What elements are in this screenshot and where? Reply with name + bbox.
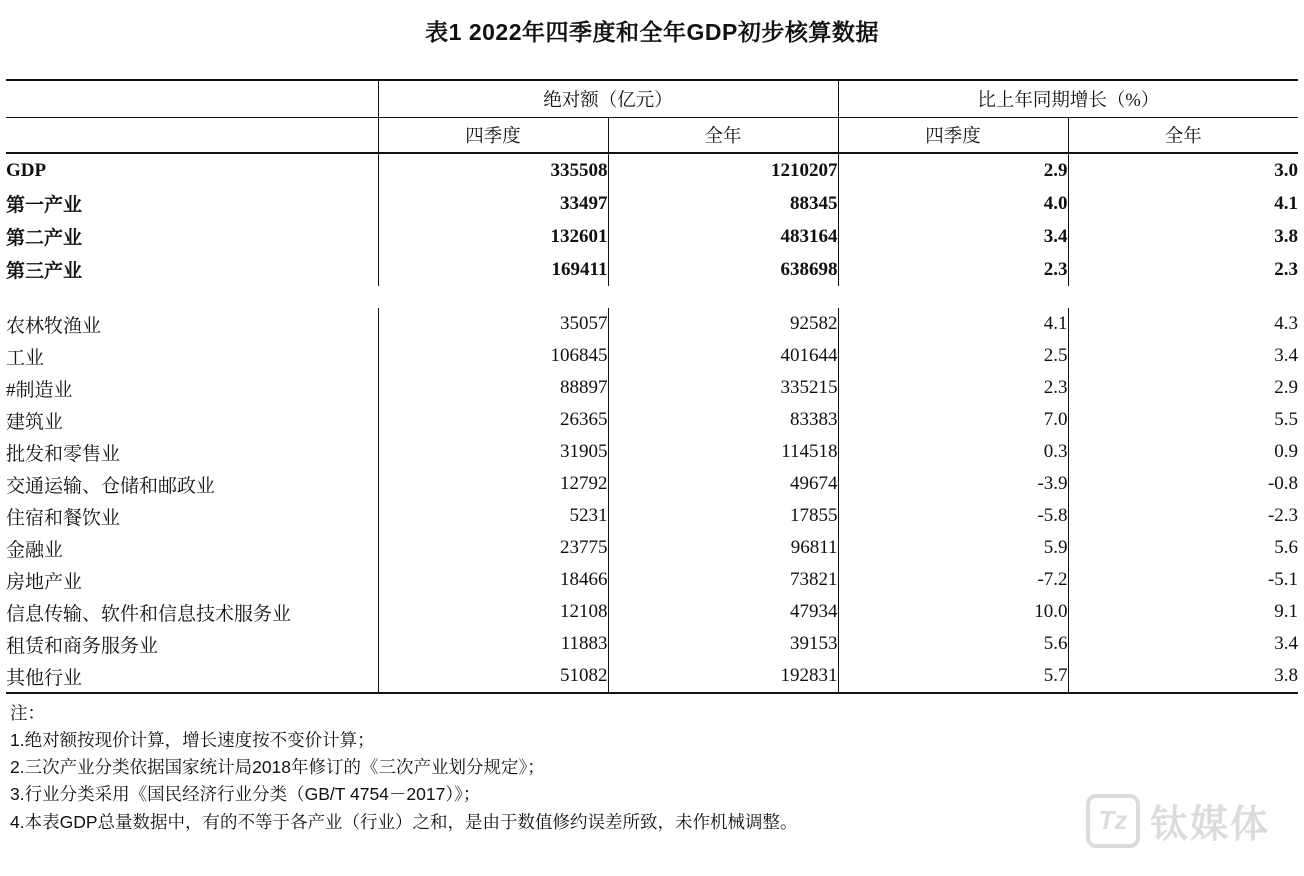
row-label: 住宿和餐饮业 (6, 507, 121, 529)
cell-q4-absolute: 169411 (378, 253, 608, 286)
row-label: #制造业 (6, 379, 73, 401)
spacer-cell (378, 286, 608, 308)
cell-year-absolute: 47934 (608, 596, 838, 628)
cell-year-growth: -2.3 (1068, 500, 1298, 532)
cell-q4-absolute: 51082 (378, 660, 608, 693)
cell-year-absolute: 1210207 (608, 153, 838, 187)
table-header (6, 80, 1298, 153)
cell-q4-absolute: 88897 (378, 372, 608, 404)
cell-year-growth: 3.4 (1068, 628, 1298, 660)
header-blank-corner-2 (6, 118, 378, 154)
cell-q4-growth: 5.6 (1043, 633, 1068, 654)
cell-year-growth: 2.9 (1068, 372, 1298, 404)
cell-year-absolute: 39153 (608, 628, 838, 660)
cell-year-absolute: 88345 (608, 187, 838, 220)
table-row (6, 220, 1298, 253)
cell-q4-absolute: 106845 (378, 340, 608, 372)
cell-year-absolute: 73821 (608, 564, 838, 596)
row-label: 金融业 (6, 539, 64, 561)
table-spacer-row (6, 286, 1298, 308)
cell-q4-absolute: 33497 (378, 187, 608, 220)
cell-q4-growth: 2.9 (1043, 159, 1068, 181)
row-label: 其他行业 (6, 660, 378, 693)
cell-year-growth: 3.8 (1068, 220, 1298, 253)
header-absolute-amount: 绝对额（亿元） (378, 80, 838, 118)
cell-q4-growth: 2.3 (1043, 258, 1068, 280)
header-growth-rate: 比上年同期增长（%） (838, 80, 1298, 118)
cell-year-absolute: 114518 (608, 436, 838, 468)
cell-q4-growth: 7.0 (1043, 409, 1068, 430)
note-line-4: 4.本表GDP总量数据中，有的不等于各产业（行业）之和，是由于数值修约误差所致，未作机械调整。 (10, 811, 798, 832)
row-label: 批发和零售业 (6, 443, 121, 465)
row-label: 交通运输、仓储和邮政业 (6, 475, 216, 497)
notes-heading: 注： (10, 703, 45, 723)
cell-year-growth: 5.5 (1068, 404, 1298, 436)
note-line-3: 3.行业分类采用《国民经济行业分类（GB/T 4754－2017）》； (10, 784, 481, 805)
cell-q4-absolute: 5231 (378, 500, 608, 532)
row-label: 第三产业 (6, 261, 83, 282)
row-label: 农林牧渔业 (6, 315, 102, 337)
watermark-text: 钛媒体 (1149, 804, 1270, 846)
table-row (6, 308, 1298, 340)
watermark-logo-icon: Tz (1086, 794, 1140, 848)
cell-q4-growth: 4.1 (1043, 313, 1068, 334)
cell-year-growth: 2.3 (1068, 253, 1298, 286)
cell-year-growth: 0.9 (1068, 436, 1298, 468)
row-label: 信息传输、软件和信息技术服务业 (6, 603, 292, 625)
table-header-group-row (6, 80, 1298, 118)
cell-q4-growth: 2.3 (1043, 377, 1068, 398)
cell-q4-growth: 4.0 (1043, 192, 1068, 214)
table-body (6, 153, 1298, 693)
cell-year-absolute: 192831 (608, 660, 838, 693)
spacer-cell (1068, 286, 1298, 308)
table-row (6, 660, 1298, 693)
cell-year-absolute: 96811 (608, 532, 838, 564)
row-label: 建筑业 (6, 411, 64, 433)
cell-q4-growth: 0.3 (1043, 441, 1068, 462)
table-row (6, 340, 1298, 372)
cell-year-absolute: 401644 (608, 340, 838, 372)
spacer-cell (838, 286, 1068, 308)
spacer-cell (6, 286, 378, 308)
cell-q4-growth: -7.2 (1037, 569, 1068, 590)
row-label: GDP (6, 159, 47, 181)
cell-q4-absolute: 23775 (378, 532, 608, 564)
cell-year-growth: 3.4 (1068, 340, 1298, 372)
row-label: 第一产业 (6, 195, 83, 216)
cell-q4-growth: 5.7 (838, 660, 1068, 693)
row-label: 房地产业 (6, 571, 83, 593)
note-line-1: 1.绝对额按现价计算，增长速度按不变价计算； (10, 730, 375, 751)
cell-q4-growth: 2.5 (1043, 345, 1068, 366)
cell-q4-absolute: 26365 (378, 404, 608, 436)
gdp-table (6, 79, 1298, 694)
cell-q4-absolute: 31905 (378, 436, 608, 468)
table-row (6, 153, 1298, 187)
cell-year-growth: -5.1 (1068, 564, 1298, 596)
cell-q4-growth: 5.9 (1043, 537, 1068, 558)
cell-year-absolute: 83383 (608, 404, 838, 436)
row-label: 工业 (6, 347, 45, 369)
cell-q4-growth: -3.9 (1037, 473, 1068, 494)
cell-year-growth: 4.1 (1068, 187, 1298, 220)
table-row (6, 404, 1298, 436)
table-header-sub-row (6, 118, 1298, 154)
table-row (6, 436, 1298, 468)
table-row (6, 187, 1298, 220)
cell-year-absolute: 17855 (608, 500, 838, 532)
cell-q4-growth: 10.0 (1034, 601, 1068, 622)
cell-year-absolute: 483164 (608, 220, 838, 253)
table-row (6, 253, 1298, 286)
cell-q4-growth: 3.4 (1043, 225, 1068, 247)
header-q4-absolute: 四季度 (378, 118, 608, 154)
header-blank-corner (6, 80, 378, 118)
row-label: 租赁和商务服务业 (6, 635, 159, 657)
cell-year-absolute: 49674 (608, 468, 838, 500)
cell-q4-absolute: 18466 (378, 564, 608, 596)
watermark (1086, 793, 1270, 848)
cell-year-growth: 5.6 (1068, 532, 1298, 564)
header-year-growth: 全年 (1068, 118, 1298, 154)
cell-q4-absolute: 132601 (378, 220, 608, 253)
cell-year-absolute: 638698 (608, 253, 838, 286)
header-q4-growth: 四季度 (838, 118, 1068, 154)
row-label: 第二产业 (6, 228, 83, 249)
table-row (6, 628, 1298, 660)
table-row (6, 372, 1298, 404)
cell-year-absolute: 92582 (608, 308, 838, 340)
cell-q4-absolute: 11883 (378, 628, 608, 660)
cell-q4-absolute: 12108 (378, 596, 608, 628)
cell-year-growth: 3.0 (1068, 153, 1298, 187)
cell-year-growth: 9.1 (1068, 596, 1298, 628)
table-row (6, 468, 1298, 500)
table-row (6, 500, 1298, 532)
cell-year-growth: 4.3 (1068, 308, 1298, 340)
table-row (6, 596, 1298, 628)
cell-year-absolute: 335215 (608, 372, 838, 404)
page-title: 表1 2022年四季度和全年GDP初步核算数据 (425, 19, 879, 45)
gdp-table-container (6, 79, 1298, 694)
cell-year-growth: -0.8 (1068, 468, 1298, 500)
spacer-cell (608, 286, 838, 308)
table-row (6, 532, 1298, 564)
note-line-2: 2.三次产业分类依据国家统计局2018年修订的《三次产业划分规定》； (10, 757, 545, 778)
table-row (6, 564, 1298, 596)
cell-q4-absolute: 35057 (378, 308, 608, 340)
cell-year-growth: 3.8 (1068, 660, 1298, 693)
cell-q4-absolute: 335508 (378, 153, 608, 187)
header-year-absolute: 全年 (608, 118, 838, 154)
cell-q4-growth: -5.8 (1037, 505, 1068, 526)
cell-q4-absolute: 12792 (378, 468, 608, 500)
